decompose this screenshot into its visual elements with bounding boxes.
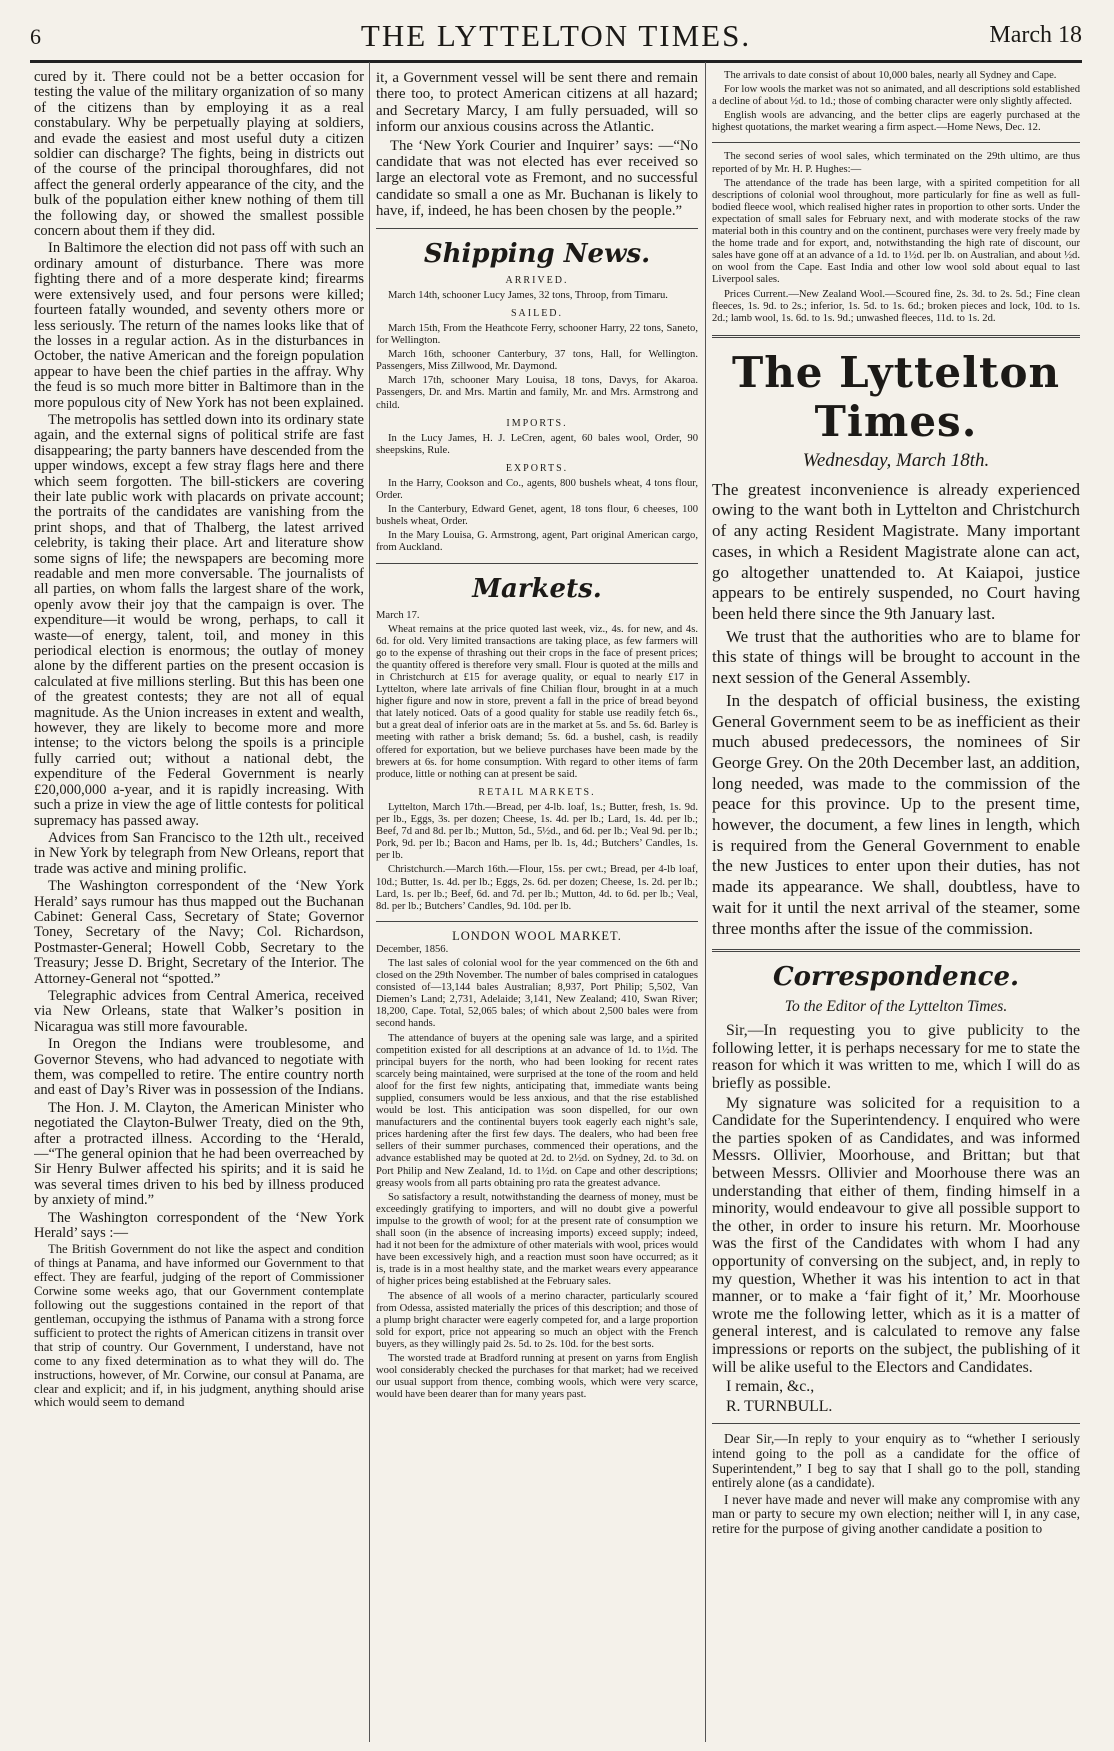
letter-paragraph: My signature was solicited for a requisition to a Candidate for the Superintendency. I enquired who were the parties spoken of as Candidates, and was informed Messrs. Ollivier, Moorhouse, and Brittan; but that between Messrs. Ollivier and Moorhouse there was an understanding that either of them, finding himself in a minority, would endeavour to give all possible support to the other, in order to insure his return. Mr. Moorhouse was the first of the Candidates with whom I had any opportunity of conversing on the subject, and, in reply to my question, Whether it was his intention to act in that manner, or to make a ‘fair fight of it,’ Mr. Moorhouse wrote me the following letter, which as it is a matter of general interest, and is calculated to remove any false impressions or reports on the subject, the publishing of it will be alike useful to the Electors and Candidates.: [712, 1094, 1080, 1376]
column-1: [34, 70, 364, 1742]
shipping-entry: In the Lucy James, H. J. LeCren, agent, 60 bales wool, Order, 90 sheepskins, Rule.: [376, 432, 698, 456]
article-paragraph: The Hon. J. M. Clayton, the American Minister who negotiated the Clayton-Bulwer Treaty, died on the 9th, after a protracted illness. According to the ‘Herald,—“The general opinion that he had been overreached by Sir Henry Bulwer affected his spirits; and it is said he was several times driven to his bed by illness produced by anxiety of mind.”: [34, 1099, 364, 1209]
article-paragraph: The Washington correspondent of the ‘New York Herald’ says :—: [34, 1209, 364, 1242]
article-paragraph: The metropolis has settled down into its ordinary state again, and the external signs of political strife are fast disappearing; the party banners have descended from the upper windows, except a few stray flags here and there which seem forgotten. The bill-stickers are covering their late public work with placards on private account; the portraits of the candidates are vanishing from the print shops, and that of Thalberg, the latest arrived celebrity, is taking their place. Art and literature show some signs of life; the newspapers are becoming more readable and men more conversable. The journalists of all parties, on whom falls the largest share of the work, openly avow their joy that the campaign is over. The expenditure—it would be wrong, perhaps, to call it waste—of energy, talent, toil, and money in this periodical election is enormous; the outlay of money alone by the different parties on the present occasion is calculated at five millions sterling. But this has been one of the greatest contests; they are not all of equal magnitude. As the Union increases in extent and wealth, however, they are likely to become more and more intense; to the victors belong the spoils is a principle fully carried out; without a national debt, the expenditure of the Federal Government is nearly £20,000,000 a-year, and it is rapidly increasing. With such a prize in view the age of little contests for political supremacy has passed away.: [34, 411, 364, 829]
shipping-entry: In the Harry, Cookson and Co., agents, 800 bushels wheat, 4 tons flour, Order.: [376, 477, 698, 502]
london-wool-date: December, 1856.: [376, 943, 449, 955]
article-paragraph: Advices from San Francisco to the 12th ult., received in New York by telegraph from New Orleans, report that trade was active and mining prolific.: [34, 829, 364, 877]
letter-closing: I remain, &c.,: [726, 1378, 815, 1396]
correspondence-address: To the Editor of the Lyttelton Times.: [784, 998, 1008, 1016]
wool-paragraph: The arrivals to date consist of about 10,000 bales, nearly all Sydney and Cape.: [724, 70, 1057, 81]
article-paragraph: In Oregon the Indians were troublesome, and Governor Stevens, who had advanced to negotiate with them, was compelled to retire. The entire country north and east of Day’s River was in possession of the Indians.: [34, 1036, 364, 1099]
wool-paragraph: The second series of wool sales, which terminated on the 29th ultimo, are thus reported of by Mr. H. P. Hughes:—: [712, 151, 1080, 175]
wool-paragraph: The absence of all wools of a merino character, particularly scoured from Odessa, assisted materially the prices of this description; and those of a plump bright character were eagerly competed for, and a large proportion sold for export, price not appearing so much an object with the French buyers, as they willingly paid 2s. 5d. to 2s. 10d. for the best sorts.: [376, 1290, 698, 1350]
column-divider: [369, 62, 370, 1742]
retail-christchurch: Christchurch.—March 16th.—Flour, 15s. per cwt.; Bread, per 4-lb loaf, 10d.; Butter, 1s. 4d. per lb.; Eggs, 2s. 6d. per dozen; Cheese, 1s. 2d. per lb.; Lard, 1s. per lb.; Beef, 6d. and 7d. per lb.; Mutton, 4d. to 6d. per lb.; Veal, 8d. per lb.; Butchers’ Candles, 9d. 10d. per lb.: [376, 864, 698, 912]
column-divider: [705, 62, 706, 1742]
newspaper-nameplate: The Lyttelton Times.: [732, 347, 1060, 446]
retail-lyttelton: Lyttelton, March 17th.—Bread, per 4-lb. loaf, 1s.; Butter, fresh, 1s. 9d. per lb., Eggs, 3s. per dozen; Cheese, 1s. 4d. per lb.; Lard, 1s. 4d. per lb.; Beef, 7d and 8d. per lb.; Mutton, 5d., 5½d., and 6d. per lb.; Veal 9d. per lb.; Pork, 9d. per lb.; Bacon and Hams, per lb. 1s, 4d.; Butchers’ Candles, 1s. per lb.: [376, 801, 698, 862]
article-paragraph: The Washington correspondent of the ‘New York Herald’ says rumour has thus mapped out the Buchanan Cabinet: General Cass, Secretary of State; Governor Toney, Secretary of the Navy; Col. Richardson, Postmaster-General; Howell Cobb, Secretary to the Treasury; Jesse D. Bright, Secretary of the Interior. The Attorney-General not “spotted.”: [34, 878, 364, 987]
article-quote: The British Government do not like the aspect and condition of things at Panama, and have informed our Government to that effect. They are fearful, judging of the report of Commissioner Corwine some weeks ago, that our Government contemplate following out the suggestions contained in the report of that gentleman, occupying the isthmus of Panama with a strong force sufficient to protect the rights of American citizens in transit over that strip of country. Our Government, I understand, have not come to any fixed determination as to what they will do. The instructions, however, of Mr. Corwine, our consul at Panama, are clear and explicit; and if, in his judgment, anything should arise which would seem to demand: [34, 1242, 364, 1410]
section-rule: [712, 335, 1080, 338]
imports-label: IMPORTS.: [506, 417, 568, 429]
page-number: 6: [30, 24, 41, 49]
page-header: [30, 10, 1082, 56]
editorial-paragraph: The greatest inconvenience is already experienced owing to the want both in Lyttelton and Christchurch of any acting Resident Magistrate. Many important cases, in which a Resident Magistrate alone can act, go altogether unattended to. At Kaiapoi, justice appears to be entirely suspended, no Court having been held there since the 9th January last.: [712, 479, 1080, 623]
prices-current: Prices Current.—New Zealand Wool.—Scoured fine, 2s. 3d. to 2s. 5d.; Fine clean fleeces, 1s. 9d. to 2s.; inferior, 1s. 5d. to 1s. 6d.; broken pieces and lock, 10d. to 1s. 2d.; lamb wool, 1s. 6d. to 1s. 9d.; unwashed fleeces, 11d. to 1s. 2d.: [712, 288, 1080, 324]
section-rule: [712, 1423, 1080, 1424]
wool-paragraph: The last sales of colonial wool for the year commenced on the 6th and closed on the 29th November. The number of bales comprised in catalogues consisted of—13,144 bales Australian; 8,937, Port Philip; 5,502, Van Diemen’s Land; 2,731, Adelaide; 3,141, New Zealand; 410, Swan River; 18,200, Cape. Total, 52,065 bales; of which about 2,500 bales were from second hands.: [376, 957, 698, 1030]
wool-paragraph: The attendance of the trade has been large, with a spirited competition for all descriptions of colonial wool throughout, more particularly for fine as well as full-bodied fleece wool, which realised higher rates in proportion to other sorts. Under the expectation of small sales for February next, and with moderate stocks of the raw material both in this country and on the continent, purchases were very freely made by the home trade and for export, and, notwithstanding the high rate of discount, our sales have gone off at an advance of a 1d. to 1½d. per lb. on Australian, and about ½d. on wool from the Cape. East India and other low wool sold about equal to last Liverpool sales.: [712, 177, 1080, 286]
section-rule: [376, 563, 698, 564]
column-3: [712, 70, 1080, 1742]
retail-markets-label: RETAIL MARKETS.: [478, 786, 596, 798]
london-wool-heading: LONDON WOOL MARKET.: [452, 928, 622, 943]
shipping-entry: In the Canterbury, Edward Genet, agent, 18 tons flour, 6 cheeses, 100 bushels wheat, Order.: [376, 504, 698, 528]
reply-paragraph: I never have made and never will make any compromise with any man or party to secure my own election; neither will I, in any case, retire for the purpose of giving another candidate a position to: [712, 1491, 1080, 1536]
shipping-news-heading: Shipping News.: [423, 238, 651, 269]
article-paragraph: In Baltimore the election did not pass off with such an ordinary amount of disturbance. There was more fighting there and of a more desperate kind; firearms were extensively used, and four persons were killed; fourteen fatally wounded, and seventy others more or less seriously. The return of the names looks like that of the losses in a regular action. As in the disturbances in October, the native American and the foreign population appear to have been the chief parties in the affray. Why the feud is so much more bitter in Baltimore than in the more populous city of New York has not been explained.: [34, 240, 364, 411]
shipping-entry: March 17th, schooner Mary Louisa, 18 tons, Davys, for Akaroa. Passengers, Dr. and Mrs. Martin and family, Mr. and Mrs. Armstrong and child.: [376, 375, 698, 411]
letter-paragraph: Sir,—In requesting you to give publicity to the following letter, it is perhaps necessary for me to state the reason for which it was written to me, which I will do as briefly as possible.: [712, 1022, 1080, 1093]
markets-heading: Markets.: [472, 573, 602, 604]
sailed-label: SAILED.: [510, 307, 564, 319]
markets-paragraph: Wheat remains at the price quoted last week, viz., 4s. for new, and 4s. 6d. for old. Very limited transactions are taking place, as few farmers will go to the expense of thrashing out their crops in the face of present prices; the quantity offered is therefore very small. Flour is quoted at the mills and in Christchurch at £15 for average quality, or equal to nearly £17 in Lyttelton, where late arrivals of fine Chilian flour, brought in at a much higher figure and now in store, prevent a fall in the price of bread beyond that lately noticed. Oats of a good quality for stable use readily fetch 6s., but a great deal of inferior oats are in the market at 5s. and 5s. 6d. Barley is meeting with rather a brisk demand; 5s. 6d. a bushel, cash, is readily offered for exportation, but we believe purchases have been made by the brewers at 6s. for home consumption. With regard to other items of farm produce, little or nothing can at present be said.: [376, 623, 698, 780]
wool-paragraph: English wools are advancing, and the better clips are eagerly purchased at the highest quotations, the market wearing a firm aspect.—Home News, Dec. 12.: [712, 110, 1080, 134]
shipping-entry: March 15th, From the Heathcote Ferry, schooner Harry, 22 tons, Saneto, for Wellington.: [376, 322, 698, 347]
column-2: [376, 70, 698, 1742]
editorial-paragraph: In the despatch of official business, the existing General Government seem to be as inefficient as their much abused predecessors, the nominees of Sir George Grey. On the 20th December last, an addition, long needed, was made to the commission of the peace for this province. Up to the present time, however, the document, a few lines in length, which is required from the General Government to enable the new Justices to enter upon their duties, has not made its appearance. We shall, doubtless, have to wait for it until the next arrival of the steamer, some three months after the issue of the commission.: [712, 690, 1080, 938]
header-date: March 18: [989, 22, 1082, 48]
shipping-entry: In the Mary Louisa, G. Armstrong, agent, Part original American cargo, from Auckland.: [376, 530, 698, 554]
editorial-paragraph: We trust that the authorities who are to blame for this state of things will be brought to account in the next session of the General Assembly.: [712, 626, 1080, 688]
wool-paragraph: The attendance of buyers at the opening sale was large, and a spirited competition existed for all descriptions at an advance of 1d. to 1½d. The principal buyers for the north, who had been looking for recent rates scarcely being maintained, were surprised at the tone of the room and held aloof for the first few nights, anticipating that, immediate wants being supplied, consumers would be less anxious, and that the rise established would be lost. This anticipation was soon dispelled, for our own manufacturers and the continental buyers took eagerly each night’s sale, prices hardening after the first few days. The dealers, who had been free sellers of their summer purchases, commenced their operations, and the advance established may be quoted at 2d. to 2½d. on Sydney, 2d. to 3d. on Port Philip and New Zealand, 1d. to 1½d. on Cape and other descriptions; greasy wools from all parts obtaining pro rata the greatest advance.: [376, 1032, 698, 1189]
section-rule: [376, 921, 698, 922]
wool-paragraph: So satisfactory a result, notwithstanding the dearness of money, must be exceedingly gratifying to importers, and will no doubt give a powerful impulse to the growth of wool; for at the present rate of consumption we shall soon (in the absence of increasing imports) exceed supply; indeed, had it not been for the admixture of other materials with wool, prices would have been excessively high, and a reaction must soon have occurred; as it is, trade is in a most healthy state, and the market wears every appearance of higher prices being established at the February sales.: [376, 1191, 698, 1288]
masthead-title: THE LYTTELTON TIMES.: [360, 18, 752, 53]
section-rule: [376, 228, 698, 229]
shipping-entry: March 14th, schooner Lucy James, 32 tons, Throop, from Timaru.: [388, 289, 668, 301]
article-paragraph: it, a Government vessel will be sent there and remain there too, to protect American citizens at all hazard; and Secretary Marcy, I am fully persuaded, will so inform our anxious cousins across the Atlantic.: [376, 70, 698, 136]
article-paragraph: cured by it. There could not be a better occasion for testing the value of the military organization of so many of the citizens than by employing it as a real constabulary. Why be perpetually playing at soldiers, and evade the easiest and most useful duty a citizen soldier can discharge? The fights, being in districts out of the course of the principal thoroughfares, did not affect the general orderly appearance of the city, and the bulk of the population either knew nothing of them till the following day, or showed the smallest possible concern about them if they did.: [34, 70, 364, 240]
wool-paragraph: For low wools the market was not so animated, and all descriptions sold established a decline of about ½d. to 1d.; those of combing character were only slightly affected.: [712, 84, 1080, 108]
correspondence-heading: Correspondence.: [772, 962, 1020, 993]
exports-label: EXPORTS.: [505, 462, 569, 474]
issue-date: Wednesday, March 18th.: [802, 449, 990, 471]
letter-signature: R. TURNBULL.: [726, 1397, 833, 1415]
arrived-label: ARRIVED.: [505, 274, 569, 286]
article-paragraph: The ‘New York Courier and Inquirer’ says: —“No candidate that was not elected has ever received so large an electoral vote as Fremont, and no successful candidate so small a one as Mr. Buchanan is likely to have, if, indeed, he has been chosen by the people.”: [376, 137, 698, 220]
shipping-entry: March 16th, schooner Canterbury, 37 tons, Hall, for Wellington. Passengers, Miss Zillwood, Mr. Daymond.: [376, 349, 698, 373]
reply-paragraph: Dear Sir,—In reply to your enquiry as to “whether I seriously intend going to the poll as a candidate for the office of Superintendent,” I beg to say that I shall go to the poll, standing entirely alone (as a candidate).: [712, 1431, 1080, 1491]
section-rule: [712, 949, 1080, 952]
section-rule: [712, 142, 1080, 143]
article-paragraph: Telegraphic advices from Central America, received via New Orleans, state that Walker’s position in Nicaragua was still more favourable.: [34, 987, 364, 1035]
wool-paragraph: The worsted trade at Bradford running at present on yarns from English wool considerably checked the purchases for that market; had we received our usual support from thence, combing wools, which were very scarce, would have been dearer than for many years past.: [376, 1352, 698, 1401]
markets-date: March 17.: [376, 609, 420, 621]
header-rule: [30, 60, 1082, 63]
